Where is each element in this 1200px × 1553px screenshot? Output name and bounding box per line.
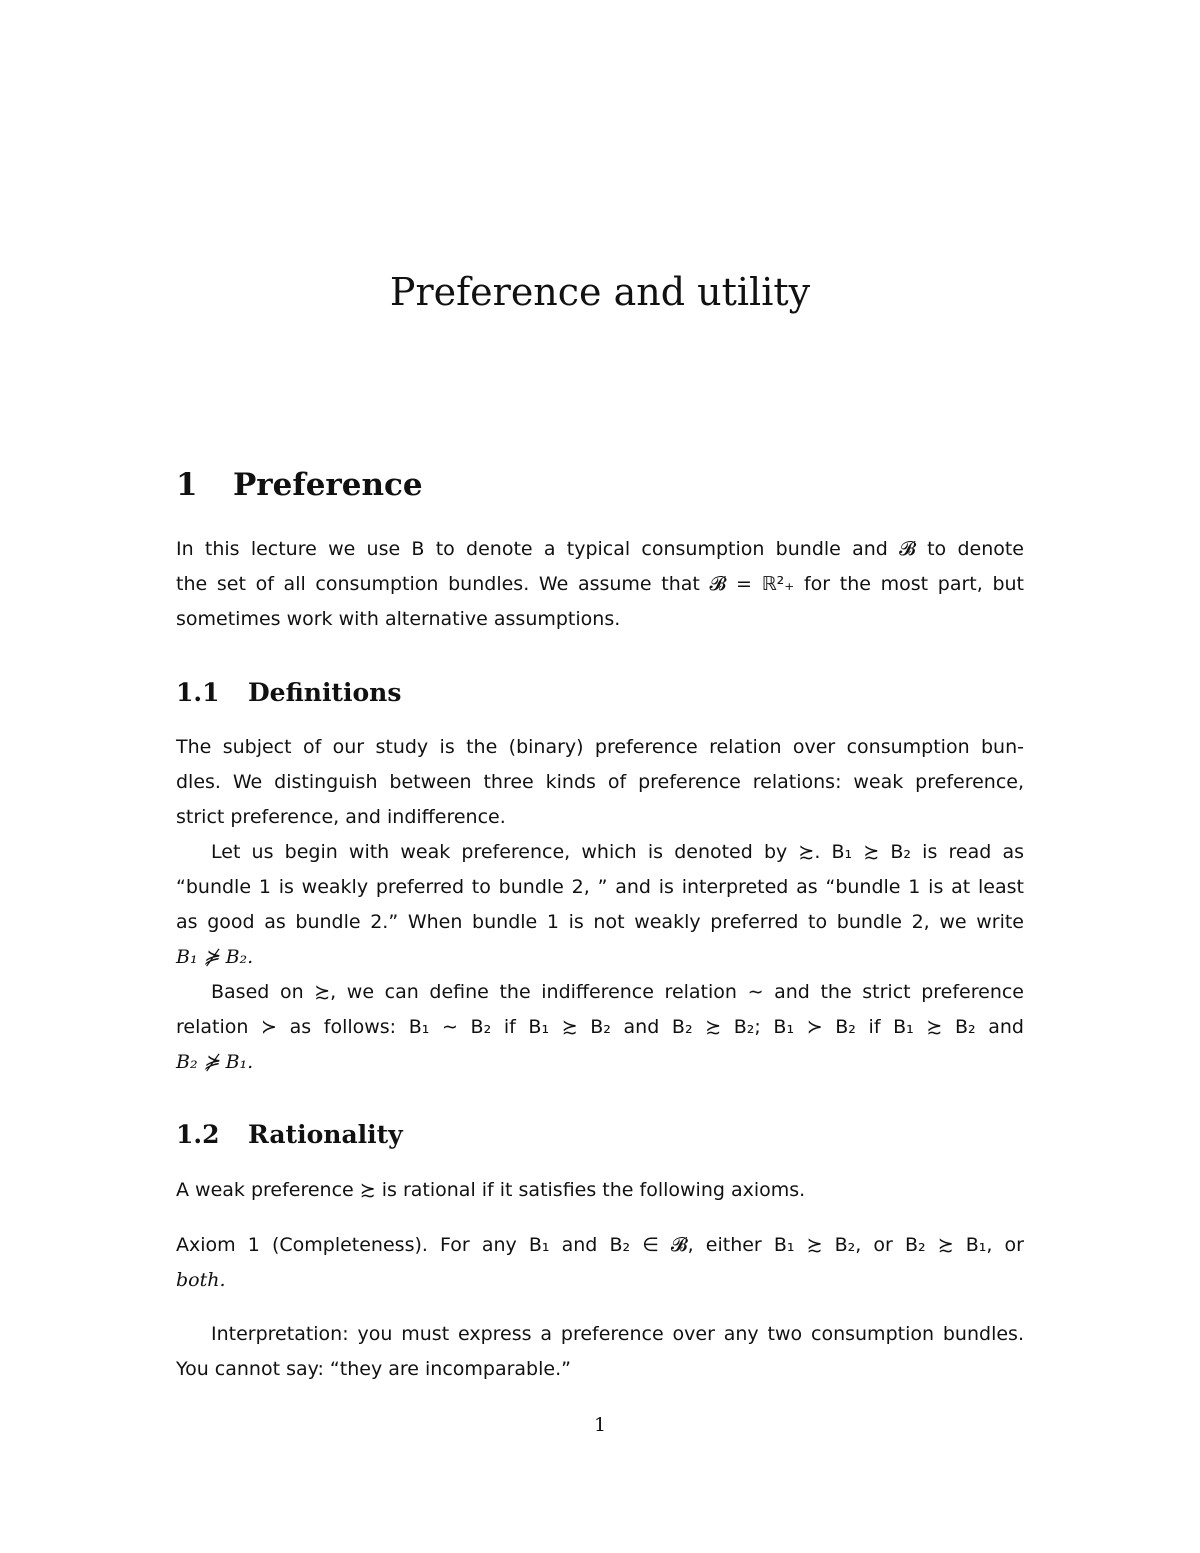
section-number: 1	[176, 467, 198, 503]
text-line: In this lecture we use B to denote a typical consumption bundle and 𝓑 to denote	[176, 538, 1024, 560]
text-line: Axiom 1 (Completeness). For any B₁ and B₂ ∈ 𝓑, either B₁ ≿ B₂, or B₂ ≿ B₁, or	[176, 1234, 1024, 1256]
subsection-title: Definitions	[248, 678, 402, 707]
text-line: the set of all consumption bundles. We assume that 𝓑 = ℝ²₊ for the most part, but	[176, 573, 1024, 595]
text-line: A weak preference ≿ is rational if it satisfies the following axioms.	[176, 1179, 806, 1201]
intro-paragraph	[176, 532, 1024, 637]
text-line: The subject of our study is the (binary) preference relation over consumption bun-	[176, 736, 1024, 758]
document-title: Preference and utility	[389, 270, 811, 314]
text-line: Based on ≿, we can define the indifference relation ∼ and the strict preference	[211, 981, 1024, 1003]
subsection-title: Rationality	[248, 1120, 403, 1149]
text-line: strict preference, and indifference.	[176, 806, 506, 828]
text-line: B₂ ⋡ B₁.	[176, 1051, 254, 1073]
axiom-completeness	[176, 1228, 1024, 1298]
page-number: 1	[593, 1414, 607, 1436]
definitions-paragraph	[176, 730, 1024, 1080]
text-line: sometimes work with alternative assumptions.	[176, 608, 621, 630]
section-heading-preference	[176, 467, 423, 503]
subsection-heading-rationality	[176, 1120, 403, 1149]
interpretation-paragraph	[176, 1317, 1024, 1387]
text-line: relation ≻ as follows: B₁ ∼ B₂ if B₁ ≿ B₂ and B₂ ≿ B₂; B₁ ≻ B₂ if B₁ ≿ B₂ and	[176, 1016, 1024, 1038]
text-line: both.	[176, 1269, 226, 1291]
text-line: Let us begin with weak preference, which is denoted by ≿. B₁ ≿ B₂ is read as	[211, 841, 1024, 863]
subsection-number: 1.2	[176, 1120, 220, 1149]
text-line: dles. We distinguish between three kinds of preference relations: weak preference,	[176, 771, 1024, 793]
text-line: “bundle 1 is weakly preferred to bundle 2, ” and is interpreted as “bundle 1 is at least	[176, 876, 1024, 898]
subsection-number: 1.1	[176, 678, 220, 707]
text-line: B₁ ⋡ B₂.	[176, 946, 254, 968]
text-line: as good as bundle 2.” When bundle 1 is not weakly preferred to bundle 2, we write	[176, 911, 1024, 933]
text-line: You cannot say: “they are incomparable.”	[176, 1358, 571, 1380]
rationality-paragraph	[176, 1173, 1024, 1208]
text-line: Interpretation: you must express a preference over any two consumption bundles.	[211, 1323, 1024, 1345]
section-title: Preference	[233, 467, 423, 503]
subsection-heading-definitions	[176, 678, 401, 707]
